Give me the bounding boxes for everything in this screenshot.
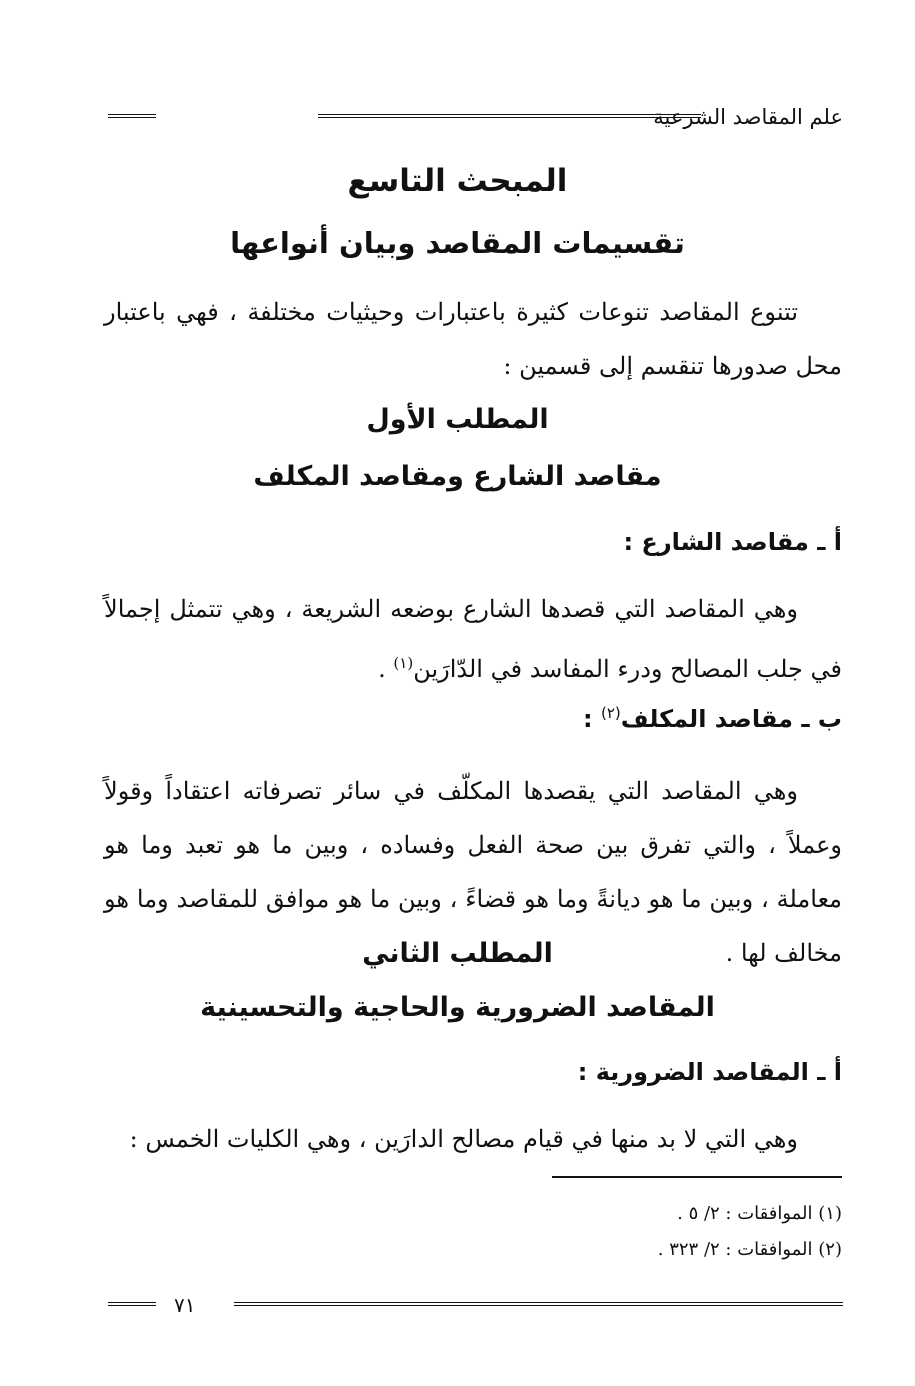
page-footer [108, 1290, 843, 1320]
section1-b-heading-line [583, 704, 842, 733]
section1-b-heading: ب ـ مقاصد المكلف [620, 705, 842, 733]
running-header [108, 102, 843, 132]
section1-b-colon: : [583, 705, 601, 733]
section1-a-text: وهي المقاصد التي قصدها الشارع بوضعه الشريعة ، وهي تتمثل إجمالاً في جلب المصالح ودرء المفاسد في الدّارَين [104, 595, 842, 683]
header-rule-long [318, 114, 701, 118]
section1-title: المطلب الأول [366, 404, 549, 435]
section1-a-paragraph [104, 582, 842, 696]
intro-paragraph: تتنوع المقاصد تنوعات كثيرة باعتبارات وحيثيات مختلفة ، فهي باعتبار محل صدورها تنقسم إلى قسمين : [104, 298, 842, 380]
footnote-separator [552, 1176, 842, 1178]
section1-b-paragraph: وهي المقاصد التي يقصدها المكلّف في سائر تصرفاته اعتقاداً وقولاً وعملاً ، والتي تفرق بين صحة الفعل وفساده ، وبين ما هو تعبد وما هو معاملة ، وبين ما هو ديانةً وما هو قضاءً ، وبين ما هو موافق للمقاصد وما هو مخالف لها . [104, 777, 842, 967]
footnote-ref-2[interactable]: (٢) [600, 704, 621, 722]
section2-a-paragraph: وهي التي لا بد منها في قيام مصالح الدارَين ، وهي الكليات الخمس : [129, 1125, 798, 1153]
footer-rule-short [108, 1302, 156, 1306]
footnote-2: (٢) الموافقات : ٢/ ٣٢٣ . [657, 1239, 842, 1260]
section2-a-heading: أ ـ المقاصد الضرورية : [577, 1058, 842, 1086]
header-rule-short [108, 114, 156, 118]
section1-a-end: . [378, 655, 394, 683]
footnotes [342, 1196, 842, 1268]
chapter-title: المبحث التاسع [347, 163, 568, 199]
section2-title: المطلب الثاني [362, 938, 553, 969]
section1-a-heading: أ ـ مقاصد الشارع : [623, 528, 842, 556]
section2-subtitle: المقاصد الضرورية والحاجية والتحسينية [200, 992, 715, 1023]
footnote-1: (١) الموافقات : ٢/ ٥ . [677, 1203, 842, 1224]
running-title: علم المقاصد الشرعية [653, 105, 843, 129]
footer-rule-long [234, 1302, 843, 1306]
footnote-ref-1[interactable]: (١) [393, 654, 414, 672]
section1-subtitle: مقاصد الشارع ومقاصد المكلف [253, 461, 662, 492]
chapter-subtitle: تقسيمات المقاصد وبيان أنواعها [230, 226, 685, 260]
page-number: ٧١ [174, 1293, 196, 1317]
